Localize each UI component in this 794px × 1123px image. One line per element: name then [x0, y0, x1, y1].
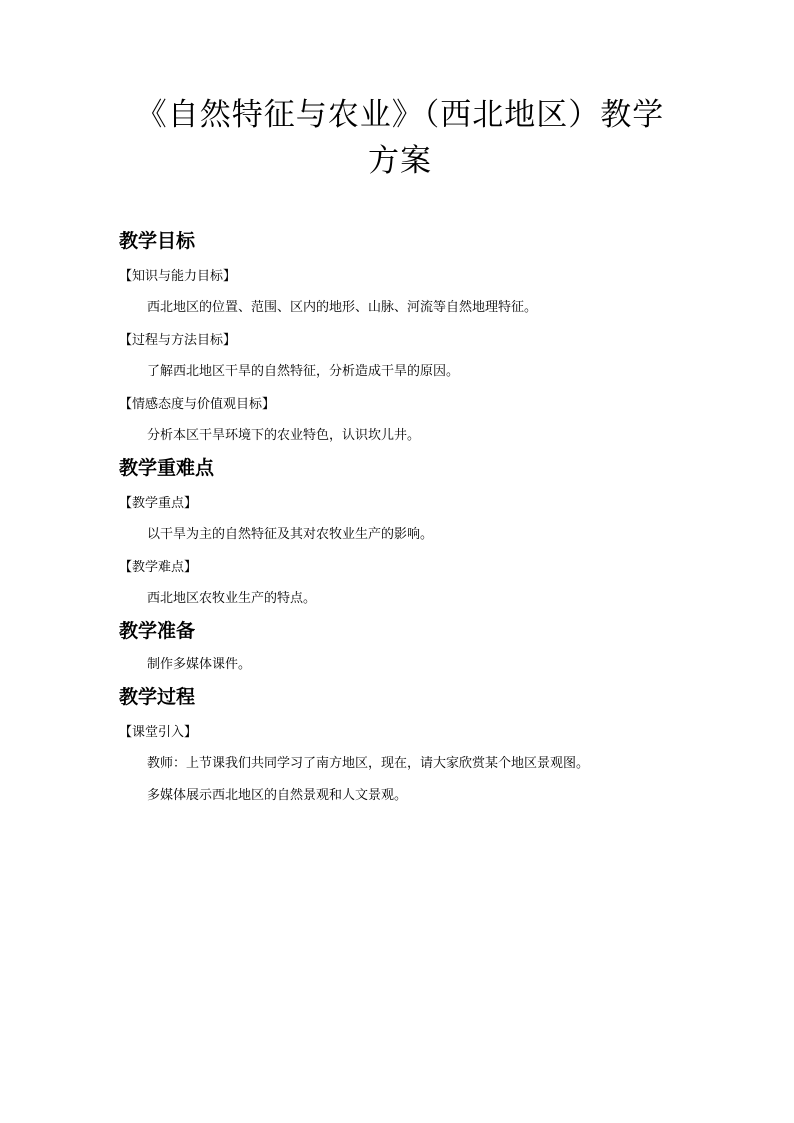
text-media-display: 多媒体展示西北地区的自然景观和人文景观。 — [147, 788, 408, 803]
label-class-intro: 【课堂引入】 — [119, 725, 198, 740]
document-body — [119, 228, 699, 805]
label-teaching-focus: 【教学重点】 — [119, 496, 198, 511]
section-heading-goals: 教学目标 — [119, 230, 196, 252]
document-title — [100, 92, 700, 184]
text-teacher-intro: 教师：上节课我们共同学习了南方地区，现在，请大家欣赏某个地区景观图。 — [147, 756, 590, 771]
text-teaching-focus: 以干旱为主的自然特征及其对农牧业生产的影响。 — [147, 527, 434, 542]
text-process-goal: 了解西北地区干旱的自然特征，分析造成干旱的原因。 — [147, 364, 460, 379]
label-teaching-difficulty: 【教学难点】 — [119, 560, 198, 575]
text-preparation: 制作多媒体课件。 — [147, 657, 252, 672]
section-heading-process: 教学过程 — [119, 686, 196, 708]
title-line-1: 《自然特征与农业》（西北地区）教学 — [135, 97, 665, 133]
section-heading-key-points: 教学重难点 — [119, 457, 215, 479]
label-emotion-goal: 【情感态度与价值观目标】 — [119, 397, 276, 412]
section-heading-preparation: 教学准备 — [119, 620, 196, 642]
text-knowledge-goal: 西北地区的位置、范围、区内的地形、山脉、河流等自然地理特征。 — [147, 300, 538, 315]
text-teaching-difficulty: 西北地区农牧业生产的特点。 — [147, 591, 317, 606]
title-line-2: 方案 — [368, 143, 432, 179]
text-emotion-goal: 分析本区干旱环境下的农业特色，认识坎儿井。 — [147, 428, 421, 443]
label-process-goal: 【过程与方法目标】 — [119, 333, 237, 348]
label-knowledge-goal: 【知识与能力目标】 — [119, 269, 237, 284]
